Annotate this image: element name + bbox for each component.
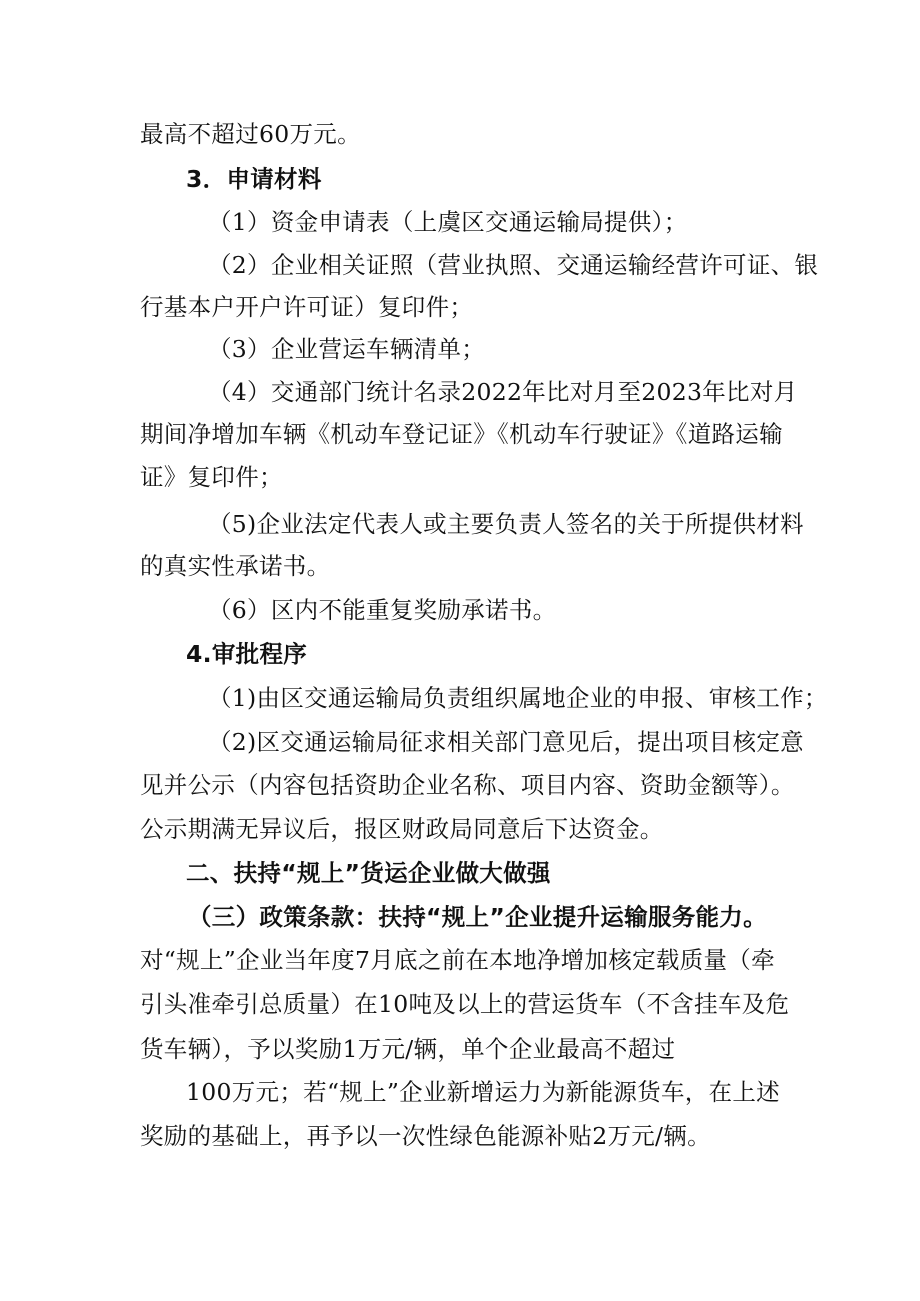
text-line: 期间净增加车辆《机动车登记证》《机动车行驶证》《道路运输 [140,420,783,448]
text-line: 100万元；若“规上”企业新增运力为新能源货车，在上述 [186,1078,780,1106]
text-line: 公示期满无异议后，报区财政局同意后下达资金。 [140,815,664,843]
text-line: 货车辆），予以奖励1万元/辆，单个企业最高不超过 [140,1035,676,1063]
text-line: 对“规上”企业当年度7月底之前在本地净增加核定载质量（牵 [140,946,775,974]
text-line: 证》复印件； [140,463,283,491]
text-line: （3）企业营运车辆清单； [208,335,486,363]
text-line: （5)企业法定代表人或主要负责人签名的关于所提供材料 [208,510,804,538]
text-line: 引头准牵引总质量）在10吨及以上的营运货车（不含挂车及危 [140,990,790,1018]
text-line: （2）企业相关证照（营业执照、交通运输经营许可证、银 [208,251,819,279]
text-line: （4）交通部门统计名录2022年比对月至2023年比对月 [208,378,798,406]
text-line: （1）资金申请表（上虞区交通运输局提供）； [208,208,688,236]
policy-heading: （三）政策条款：扶持“规上”企业提升运输服务能力。 [188,903,767,931]
text-line: （6）区内不能重复奖励承诺书。 [208,596,557,624]
section-heading: 3．申请材料 [186,165,322,193]
text-line: 最高不超过60万元。 [140,120,361,148]
text-line: 的真实性承诺书。 [140,552,331,580]
text-line: 见并公示（内容包括资助企业名称、项目内容、资助金额等）。 [140,771,795,799]
text-line: （2)区交通运输局征求相关部门意见后，提出项目核定意 [208,728,804,756]
text-line: 奖励的基础上，再予以一次性绿色能源补贴2万元/辆。 [140,1122,711,1150]
section-heading: 二、扶持“规上”货运企业做大做强 [186,859,551,887]
text-line: 行基本户开户许可证）复印件； [140,293,474,321]
section-heading: 4.审批程序 [186,640,308,668]
text-line: （1)由区交通运输局负责组织属地企业的申报、审核工作； [208,684,828,712]
